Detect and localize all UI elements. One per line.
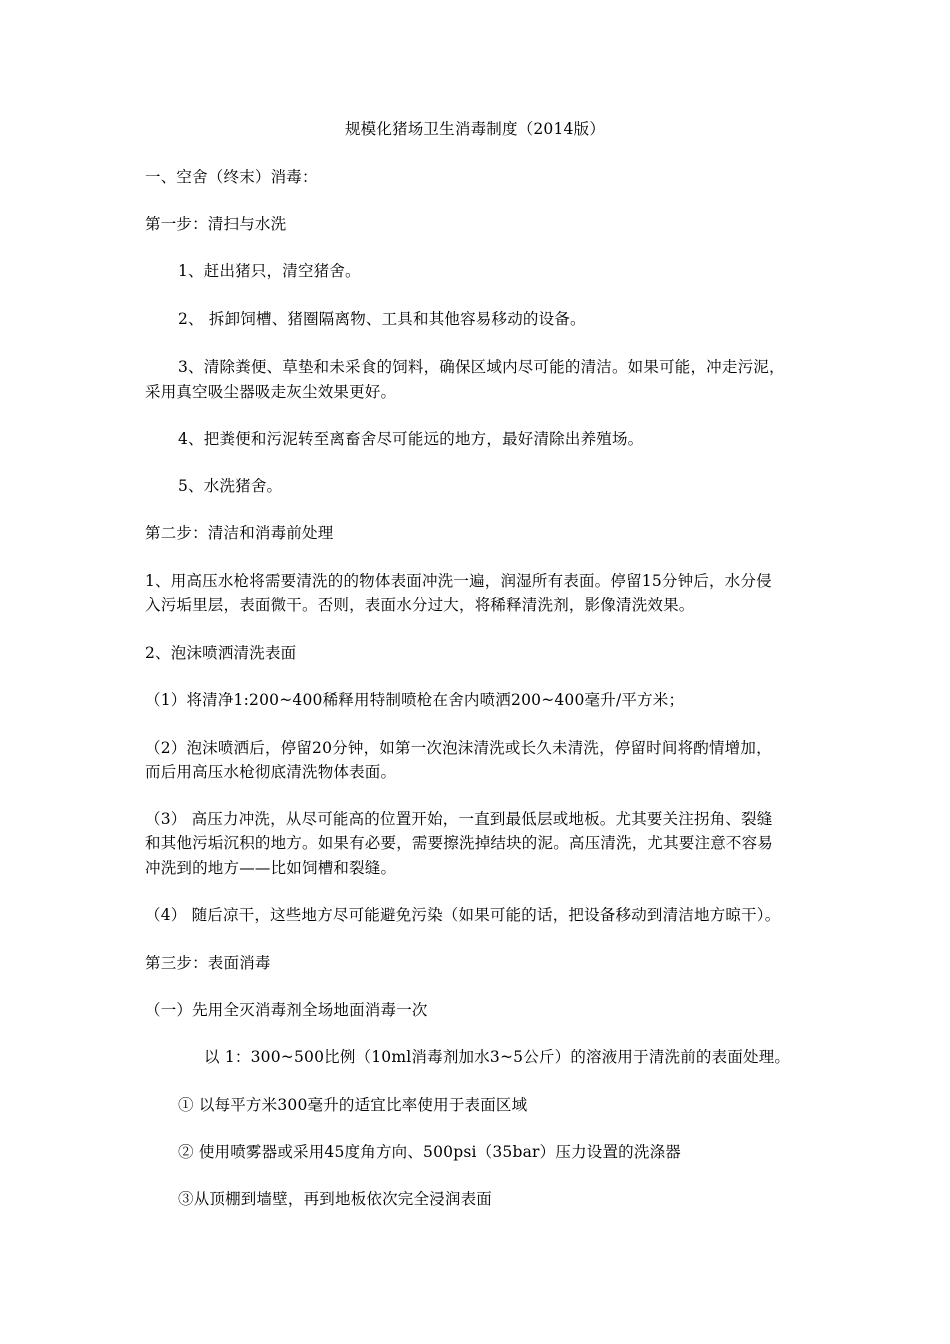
step3-heading: 第三步：表面消毒: [145, 954, 271, 972]
step1-item-3-line2: 采用真空吸尘器吸走灰尘效果更好。: [145, 383, 397, 401]
step3-circled-3: ③从顶棚到墙壁，再到地板依次完全浸润表面: [178, 1190, 493, 1208]
document-title: 规模化猪场卫生消毒制度（2014版）: [344, 120, 606, 138]
step2-para2: 2、泡沫喷洒清洗表面: [145, 644, 297, 662]
step1-item-1: 1、赶出猪只，清空猪舍。: [178, 262, 361, 280]
step3-ratio: 以 1：300~500比例（10ml消毒剂加水3~5公斤）的溶液用于清洗前的表面处理。: [204, 1048, 791, 1066]
step3-circled-1: ① 以每平方米300毫升的适宜比率使用于表面区域: [178, 1096, 528, 1114]
step2-heading: 第二步：清洁和消毒前处理: [145, 524, 334, 542]
step2-sub2-line1: （2）泡沫喷洒后，停留20分钟，如第一次泡沫清洗或长久未清洗，停留时间将酌情增加，: [145, 739, 772, 757]
step3-circled-2: ② 使用喷雾器或采用45度角方向、500psi（35bar）压力设置的洗涤器: [178, 1143, 681, 1161]
step1-heading: 第一步：清扫与水洗: [145, 215, 287, 233]
step2-sub1: （1）将清净1:200~400稀释用特制喷枪在舍内喷洒200~400毫升/平方米；: [145, 691, 685, 709]
step1-item-2: 2、 拆卸饲槽、猪圈隔离物、工具和其他容易移动的设备。: [178, 310, 586, 328]
step2-sub3-line2: 和其他污垢沉积的地方。如果有必要，需要擦洗掉结块的泥。高压清洗，尤其要注意不容易: [145, 834, 774, 852]
step1-item-4: 4、把粪便和污泥转至离畜舍尽可能远的地方，最好清除出养殖场。: [178, 430, 644, 448]
step2-sub3-line3: 冲洗到的地方——比如饲槽和裂缝。: [145, 859, 397, 877]
step2-para1-line2: 入污垢里层，表面微干。否则，表面水分过大，将稀释清洗剂，影像清洗效果。: [145, 596, 695, 614]
section-heading-terminal-disinfection: 一、空舍（终末）消毒：: [145, 168, 318, 186]
step2-sub3-line1: （3） 高压力冲洗，从尽可能高的位置开始，一直到最低层或地板。尤其要关注拐角、裂缝: [145, 810, 773, 828]
step3-sub1: （一）先用全灭消毒剂全场地面消毒一次: [145, 1001, 428, 1019]
step2-sub2-line2: 而后用高压水枪彻底清洗物体表面。: [145, 763, 397, 781]
step1-item-3-line1: 3、清除粪便、草垫和未采食的饲料，确保区域内尽可能的清洁。如果可能，冲走污泥，: [178, 358, 785, 376]
step2-sub4: （4） 随后凉干，这些地方尽可能避免污染（如果可能的话，把设备移动到清洁地方晾干）。: [145, 906, 781, 924]
step2-para1-line1: 1、用高压水枪将需要清洗的的物体表面冲洗一遍，润湿所有表面。停留15分钟后，水分侵: [145, 572, 772, 590]
step1-item-5: 5、水洗猪舍。: [178, 477, 283, 495]
